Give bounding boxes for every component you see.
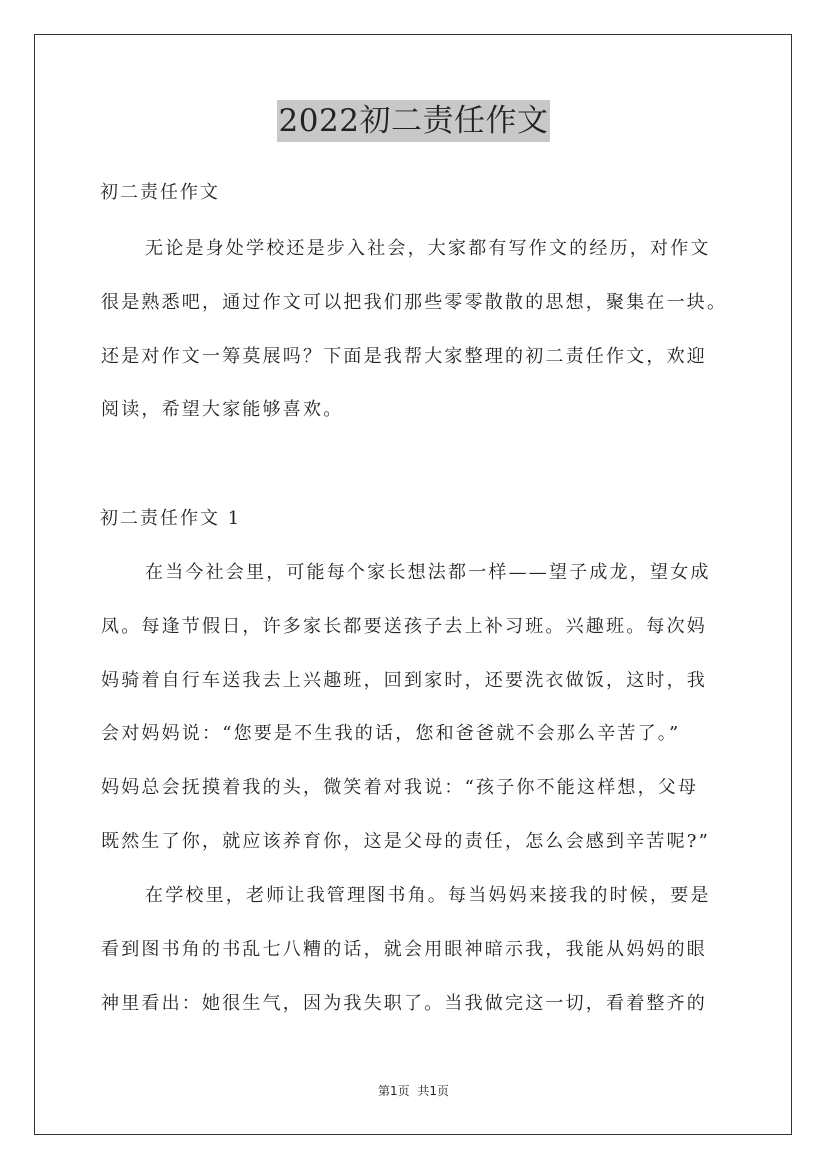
section-heading-1: 初二责任作文 1 — [100, 508, 242, 529]
paragraph-line: 很是熟悉吧，通过作文可以把我们那些零零散散的思想，聚集在一块。 — [101, 291, 728, 313]
paragraph-line: 妈骑着自行车送我去上兴趣班，回到家时，还要洗衣做饭，这时，我 — [101, 669, 707, 691]
title-container — [0, 100, 827, 142]
paragraph-line: 妈妈总会抚摸着我的头，微笑着对我说：“孩子你不能这样想，父母 — [101, 777, 699, 799]
essay-paragraph-1 — [101, 546, 741, 869]
paragraph-line: 无论是身处学校还是步入社会，大家都有写作文的经历，对作文 — [145, 238, 711, 259]
paragraph-line: 在学校里，老师让我管理图书角。每当妈妈来接我的时候，要是 — [145, 885, 711, 906]
paragraph-line: 凤。每逢节假日，许多家长都要送孩子去上补习班。兴趣班。每次妈 — [101, 615, 707, 637]
paragraph-line: 神里看出：她很生气，因为我失职了。当我做完这一切，看着整齐的 — [101, 992, 707, 1014]
page-total: 共1页 — [417, 1084, 450, 1098]
paragraph-line: 看到图书角的书乱七八糟的话，就会用眼神暗示我，我能从妈妈的眼 — [101, 938, 707, 960]
section-heading-intro: 初二责任作文 — [100, 182, 220, 203]
paragraph-line: 在当今社会里，可能每个家长想法都一样——望子成龙，望女成 — [145, 562, 711, 583]
intro-paragraph — [101, 222, 741, 437]
page-number: 第1页 — [377, 1084, 410, 1098]
essay-paragraph-2 — [101, 869, 741, 1030]
paragraph-line: 会对妈妈说：“您要是不生我的话，您和爸爸就不会那么辛苦了。” — [101, 723, 681, 745]
paragraph-line: 既然生了你，就应该养育你，这是父母的责任，怎么会感到辛苦呢?” — [101, 830, 711, 852]
paragraph-line: 阅读，希望大家能够喜欢。 — [101, 399, 344, 421]
page-footer — [0, 1083, 827, 1099]
paragraph-line: 还是对作文一筹莫展吗？下面是我帮大家整理的初二责任作文，欢迎 — [101, 345, 707, 367]
document-title: 2022初二责任作文 — [277, 100, 551, 142]
